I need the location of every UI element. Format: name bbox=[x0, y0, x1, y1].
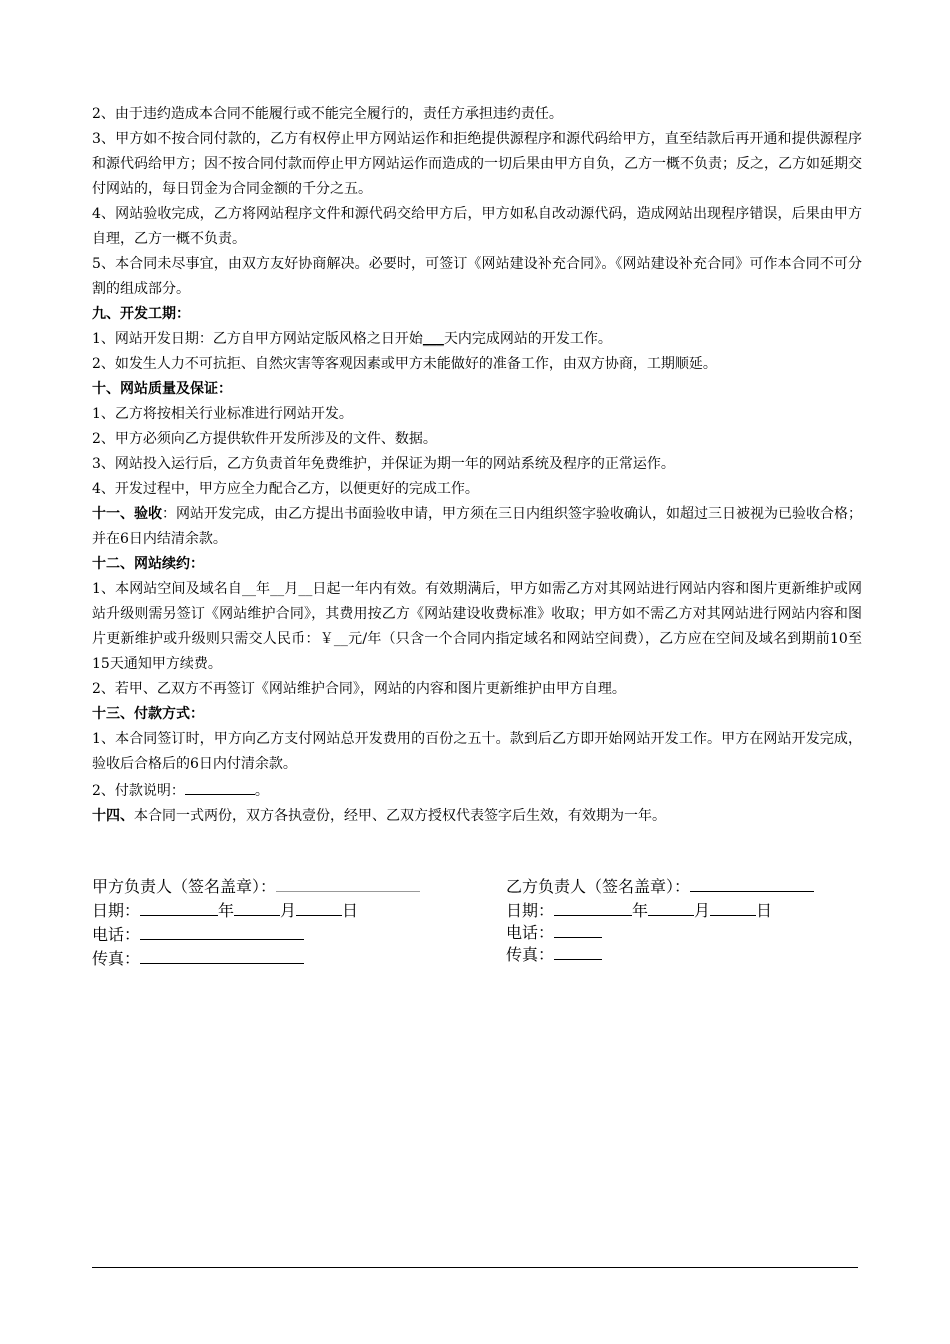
section-11 bbox=[92, 502, 862, 552]
section-12-title: 十二、网站续约： bbox=[92, 556, 204, 572]
party-b-day-label: 日 bbox=[756, 901, 773, 920]
payment-note-end: 。 bbox=[254, 783, 269, 799]
party-a-signer-label: 甲方负责人（签名盖章）： bbox=[92, 877, 277, 896]
party-a-fax-row bbox=[92, 946, 492, 970]
party-a-year-blank bbox=[140, 898, 218, 916]
party-a-date-row bbox=[92, 898, 492, 922]
section-14 bbox=[92, 804, 862, 829]
section-10-item-2: 2、甲方必须向乙方提供软件开发所涉及的文件、数据。 bbox=[92, 431, 437, 447]
section-13-item-1: 1、本合同签订时，甲方向乙方支付网站总开发费用的百份之五十。款到后乙方即开始网站开发工作。甲方在网站开发完成，验收后合格后的6日内付清余款。 bbox=[92, 731, 862, 772]
party-b-phone-blank bbox=[554, 920, 602, 938]
party-b-phone-row bbox=[506, 920, 866, 942]
clause-8-2: 2、由于违约造成本合同不能履行或不能完全履行的，责任方承担违约责任。 bbox=[92, 106, 563, 122]
party-b-signer-label: 乙方负责人（签名盖章）： bbox=[506, 877, 691, 896]
section-10-item-3: 3、网站投入运行后，乙方负责首年免费维护，并保证为期一年的网站系统及程序的正常运作。 bbox=[92, 456, 675, 472]
party-b-year-blank bbox=[554, 898, 632, 916]
party-b-fax-blank bbox=[554, 942, 602, 960]
party-b-date-label: 日期： bbox=[506, 901, 555, 920]
section-9-item-1-post: 天内完成网站的开发工作。 bbox=[443, 331, 612, 347]
section-9-title: 九、开发工期： bbox=[92, 306, 190, 322]
party-a-signer-blank bbox=[276, 874, 420, 892]
party-b-signer-row bbox=[506, 874, 866, 898]
section-14-title: 十四、 bbox=[92, 808, 134, 824]
section-10-item-1: 1、乙方将按相关行业标准进行网站开发。 bbox=[92, 406, 353, 422]
section-12-item-2: 2、若甲、乙双方不再签订《网站维护合同》，网站的内容和图片更新维护由甲方自理。 bbox=[92, 681, 626, 697]
party-a-phone-blank bbox=[140, 922, 304, 940]
section-13-title: 十三、付款方式： bbox=[92, 706, 204, 722]
party-a-year-label: 年 bbox=[218, 901, 235, 920]
party-b-year-label: 年 bbox=[632, 901, 649, 920]
clause-8-3: 3、甲方如不按合同付款的，乙方有权停止甲方网站运作和拒绝提供源程序和源代码给甲方，直至结款后再开通和提供源程序和源代码给甲方；因不按合同付款而停止甲方网站运作而造成的一切后果由甲方自负，乙方一概不负责；反之，乙方如延期交付网站的，每日罚金为合同金额的千分之五。 bbox=[92, 131, 862, 197]
party-b-month-label: 月 bbox=[694, 901, 711, 920]
party-a-day-label: 日 bbox=[342, 901, 359, 920]
party-a-month-blank bbox=[234, 898, 280, 916]
party-b-fax-label: 传真： bbox=[506, 945, 555, 964]
party-b-date-row bbox=[506, 898, 866, 920]
party-a-phone-label: 电话： bbox=[92, 925, 141, 944]
party-a-day-blank bbox=[296, 898, 342, 916]
party-b-signature-block bbox=[506, 874, 866, 964]
section-13-item-2 bbox=[92, 777, 862, 804]
party-a-fax-blank bbox=[140, 946, 304, 964]
clause-8-5: 5、本合同未尽事宜，由双方友好协商解决。必要时，可签订《网站建设补充合同》。《网站建设补充合同》可作本合同不可分割的组成部分。 bbox=[92, 256, 862, 297]
section-10-item-4: 4、开发过程中，甲方应全力配合乙方，以便更好的完成工作。 bbox=[92, 481, 479, 497]
section-11-title: 十一、验收 bbox=[92, 506, 162, 522]
footer-divider bbox=[92, 1267, 858, 1268]
party-a-date-label: 日期： bbox=[92, 901, 141, 920]
party-a-fax-label: 传真： bbox=[92, 949, 141, 968]
party-a-phone-row bbox=[92, 922, 492, 946]
section-9-item-1 bbox=[92, 327, 862, 352]
section-9-item-2: 2、如发生人力不可抗拒、自然灾害等客观因素或甲方未能做好的准备工作，由双方协商，工期顺延。 bbox=[92, 356, 717, 372]
section-10-title: 十、网站质量及保证： bbox=[92, 381, 232, 397]
party-b-phone-label: 电话： bbox=[506, 923, 555, 942]
party-b-fax-row bbox=[506, 942, 866, 964]
section-11-text: ：网站开发完成，由乙方提出书面验收申请，甲方须在三日内组织签字验收确认，如超过三日被视为已验收合格；并在6日内结清余款。 bbox=[92, 506, 862, 547]
party-a-signer-row bbox=[92, 874, 492, 898]
party-b-day-blank bbox=[710, 898, 756, 916]
days-blank: ___ bbox=[422, 331, 444, 347]
clause-8-4: 4、网站验收完成，乙方将网站程序文件和源代码交给甲方后，甲方如私自改动源代码，造成网站出现程序错误，后果由甲方自理，乙方一概不负责。 bbox=[92, 206, 862, 247]
party-a-signature-block bbox=[92, 874, 492, 970]
party-b-signer-blank bbox=[690, 874, 814, 892]
party-b-month-blank bbox=[648, 898, 694, 916]
payment-note-label: 2、付款说明： bbox=[92, 783, 185, 799]
section-12-item-1: 1、本网站空间及域名自__年__月__日起一年内有效。有效期满后，甲方如需乙方对其网站进行网站内容和图片更新维护或网站升级则需另签订《网站维护合同》，其费用按乙方《网站建设收费标准》收取；甲方如不需乙方对其网站进行网站内容和图片更新维护或升级则只需交人民币：￥__元/年（只含一个合同内指定域名和网站空间费），乙方应在空间及域名到期前10至15天通知甲方续费。 bbox=[92, 581, 862, 672]
party-a-month-label: 月 bbox=[280, 901, 297, 920]
section-9-item-1-pre: 1、网站开发日期：乙方自甲方网站定版风格之日开始 bbox=[92, 331, 423, 347]
section-14-text: 本合同一式两份，双方各执壹份，经甲、乙双方授权代表签字后生效，有效期为一年。 bbox=[134, 808, 666, 824]
contract-body bbox=[92, 102, 862, 829]
payment-note-blank bbox=[185, 777, 255, 795]
